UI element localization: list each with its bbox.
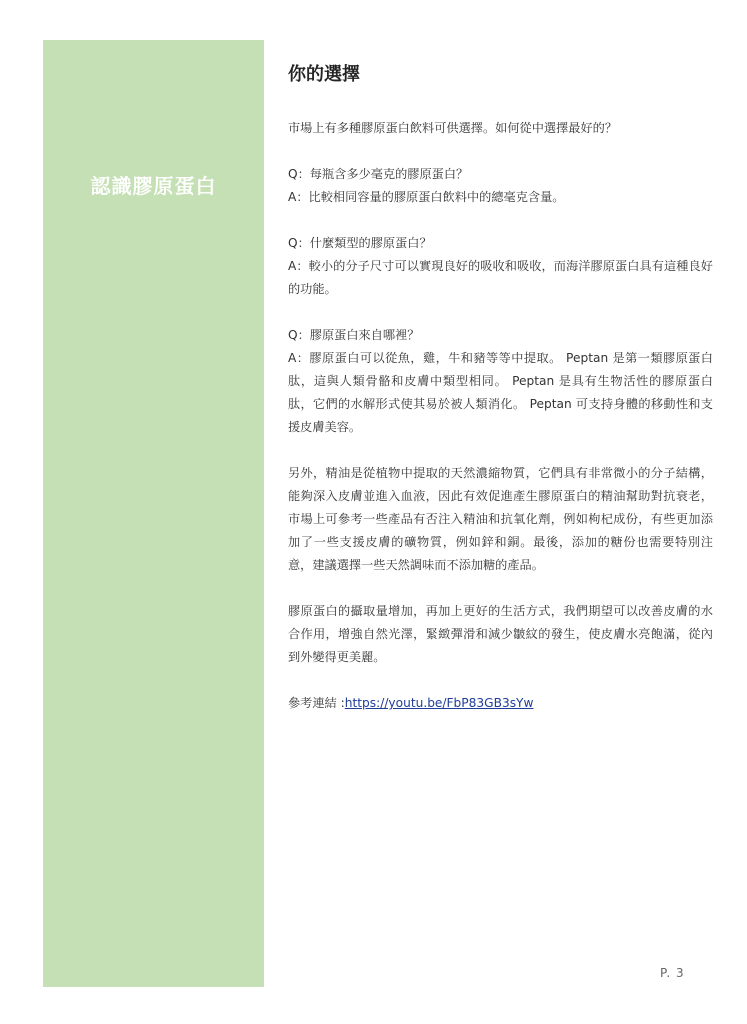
page-number: P. 3 [660,966,685,980]
reference-line [288,692,713,715]
question-2: Q：什麼類型的膠原蛋白？ [288,236,432,250]
qa-block-3 [288,324,713,439]
qa-block-1 [288,163,713,209]
answer-2: A：較小的分子尺寸可以實現良好的吸收和吸收，而海洋膠原蛋白具有這種良好的功能。 [288,259,713,296]
answer-3: A：膠原蛋白可以從魚，雞，牛和豬等等中提取。 Peptan 是第一類膠原蛋白肽，這與人類骨骼和皮膚中類型相同。 Peptan 是具有生物活性的膠原蛋白肽，它們的水解形式使其易於被人類消化。 Peptan 可支持身體的移動性和支援皮膚美容。 [288,351,713,434]
page-heading: 你的選擇 [288,64,360,85]
qa-block-2 [288,232,713,301]
answer-1: A：比較相同容量的膠原蛋白飲料中的總毫克含量。 [288,190,565,204]
question-3: Q：膠原蛋白來自哪裡？ [288,328,420,342]
question-1: Q：每瓶含多少毫克的膠原蛋白？ [288,167,469,181]
sidebar-panel [43,40,264,987]
essential-oil-paragraph: 另外，精油是從植物中提取的天然濃縮物質，它們具有非常微小的分子結構，能夠深入皮膚並進入血液，因此有效促進產生膠原蛋白的精油幫助對抗衰老，市場上可參考一些產品有否注入精油和抗氧化劑，例如枸杞成份，有些更加添加了一些支援皮膚的礦物質，例如鋅和銅。最後，添加的糖份也需要特別注意，建議選擇一些天然調味而不添加糖的產品。 [288,466,713,572]
intro-paragraph: 市場上有多種膠原蛋白飲料可供選擇。如何從中選擇最好的？ [288,121,618,135]
reference-label: 參考連結 : [288,696,345,710]
sidebar-title: 認識膠原蛋白 [90,174,217,198]
summary-paragraph: 膠原蛋白的攝取量增加，再加上更好的生活方式，我們期望可以改善皮膚的水合作用，增強自然光澤，緊緻彈滑和減少皺紋的發生，使皮膚水亮飽滿，從內到外變得更美麗。 [288,604,713,664]
main-content [288,58,713,715]
reference-link[interactable]: https://youtu.be/FbP83GB3sYw [344,696,534,710]
